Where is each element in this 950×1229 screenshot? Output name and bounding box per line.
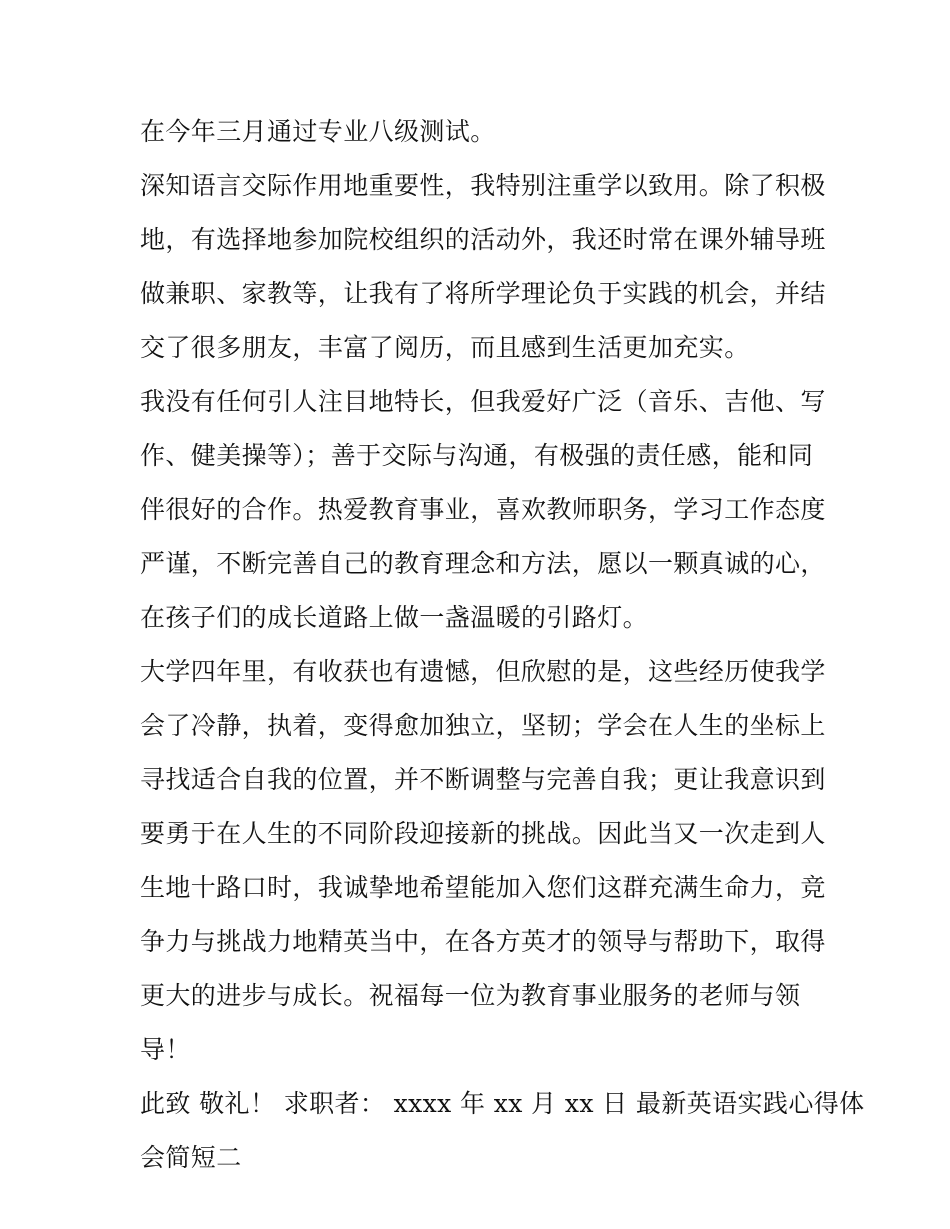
text-line: 在今年三月通过专业八级测试。 xyxy=(140,117,496,146)
text-line: 严谨，不断完善自己的教育理念和方法，愿以一颗真诚的心， xyxy=(140,549,826,578)
text-line: 寻找适合自我的位置，并不断调整与完善自我；更让我意识到 xyxy=(140,765,826,794)
text-line: 做兼职、家教等，让我有了将所学理论负于实践的机会，并结 xyxy=(140,279,826,308)
text-line: 作、健美操等）；善于交际与沟通，有极强的责任感，能和同 xyxy=(140,441,814,470)
text-line: 大学四年里，有收获也有遗憾，但欣慰的是，这些经历使我学 xyxy=(140,657,826,686)
text-line: 伴很好的合作。热爱教育事业，喜欢教师职务，学习工作态度 xyxy=(140,495,826,524)
text-line: 会了冷静，执着，变得愈加独立，坚韧；学会在人生的坐标上 xyxy=(140,711,826,740)
text-line: 会简短二 xyxy=(140,1143,242,1172)
text-line: 要勇于在人生的不同阶段迎接新的挑战。因此当又一次走到人 xyxy=(140,819,826,848)
text-line: 争力与挑战力地精英当中，在各方英才的领导与帮助下，取得 xyxy=(140,927,826,956)
text-line: 交了很多朋友，丰富了阅历，而且感到生活更加充实。 xyxy=(140,333,750,362)
text-line: 生地十路口时，我诚挚地希望能加入您们这群充满生命力，竞 xyxy=(140,873,826,902)
text-line: 我没有任何引人注目地特长，但我爱好广泛（音乐、吉他、写 xyxy=(140,387,826,416)
text-line: 深知语言交际作用地重要性，我特别注重学以致用。除了积极 xyxy=(140,171,826,200)
text-line: 地，有选择地参加院校组织的活动外，我还时常在课外辅导班 xyxy=(140,225,826,254)
text-line: 导！ xyxy=(140,1035,191,1064)
text-line: 更大的进步与成长。祝福每一位为教育事业服务的老师与领 xyxy=(140,981,801,1010)
document-body xyxy=(140,105,865,1185)
text-line: 此致 敬礼！ 求职者： xxxx 年 xx 月 xx 日 最新英语实践心得体 xyxy=(140,1089,865,1118)
text-line: 在孩子们的成长道路上做一盏温暖的引路灯。 xyxy=(140,603,649,632)
